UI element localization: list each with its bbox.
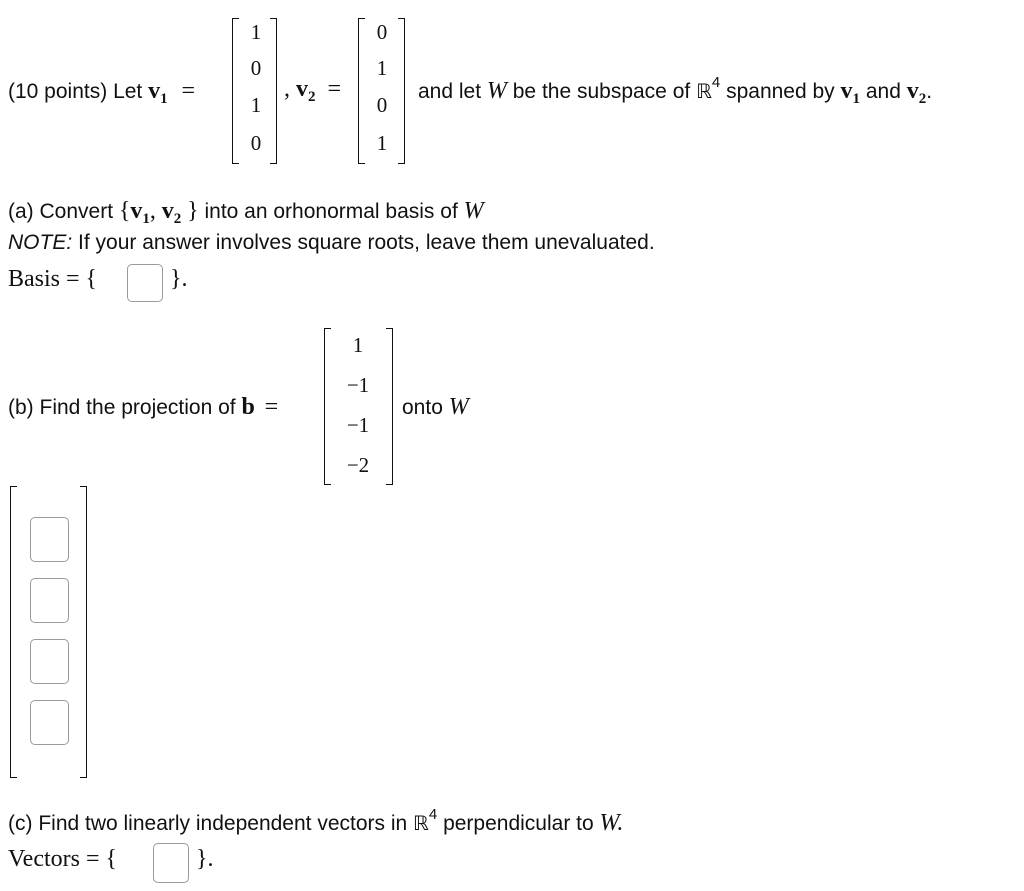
vectors-label: Vectors = { [8, 846, 118, 872]
projection-input-4[interactable] [30, 700, 69, 745]
b-symbol: b [241, 394, 255, 420]
subspace-description: and let W be the subspace of ℝ$^4$ spanned by $v_1$ and $v_2$. [418, 74, 933, 107]
points-label: (10 points) [8, 80, 108, 103]
b-left-bracket [324, 328, 331, 485]
problem-intro [8, 78, 195, 105]
part-b-question: (b) Find the projection of b = [8, 394, 279, 420]
part-c-question: (c) Find two linearly independent vectors in ℝ$^4$ perpendicular to W. [8, 806, 624, 836]
v2-symbol: $v_2$ [296, 76, 316, 105]
basis-end: }. [170, 266, 188, 292]
basis-label: Basis = { [8, 266, 98, 292]
b-right-bracket [386, 328, 393, 485]
v2-entry: 0 [376, 93, 388, 117]
v2-definition: , $v_2$ = [284, 76, 342, 105]
vectors-input[interactable] [153, 843, 189, 883]
v2-entry: 1 [376, 56, 388, 80]
projection-input-1[interactable] [30, 517, 69, 562]
answer-left-bracket [10, 486, 17, 778]
projection-input-2[interactable] [30, 578, 69, 623]
v2-entry: 1 [376, 131, 388, 155]
note [8, 231, 655, 255]
v1-entry: 0 [250, 56, 262, 80]
note-text: If your answer involves square roots, leave them unevaluated. [78, 231, 655, 254]
v1-entry: 0 [250, 131, 262, 155]
basis-input[interactable] [127, 264, 163, 302]
W-symbol: W [486, 78, 507, 104]
equals-sign: = [181, 78, 195, 104]
b-entry: −2 [346, 453, 370, 477]
let-text: Let [113, 80, 143, 103]
part-a-question: (a) Convert {$v_1$, $v_2$ } into an orhonormal basis of W [8, 198, 484, 227]
v2-entry: 0 [376, 20, 388, 44]
R-symbol: ℝ [696, 79, 712, 103]
vectors-end: }. [196, 846, 214, 872]
v1-entry: 1 [250, 20, 262, 44]
onto-W: onto W [402, 394, 469, 420]
b-entry: 1 [352, 333, 364, 357]
v1-entry: 1 [250, 93, 262, 117]
answer-right-bracket [80, 486, 87, 778]
b-entry: −1 [346, 373, 370, 397]
v1-symbol: $v_1$ [148, 78, 168, 107]
projection-input-3[interactable] [30, 639, 69, 684]
b-entry: −1 [346, 413, 370, 437]
note-label: NOTE: [8, 231, 73, 254]
